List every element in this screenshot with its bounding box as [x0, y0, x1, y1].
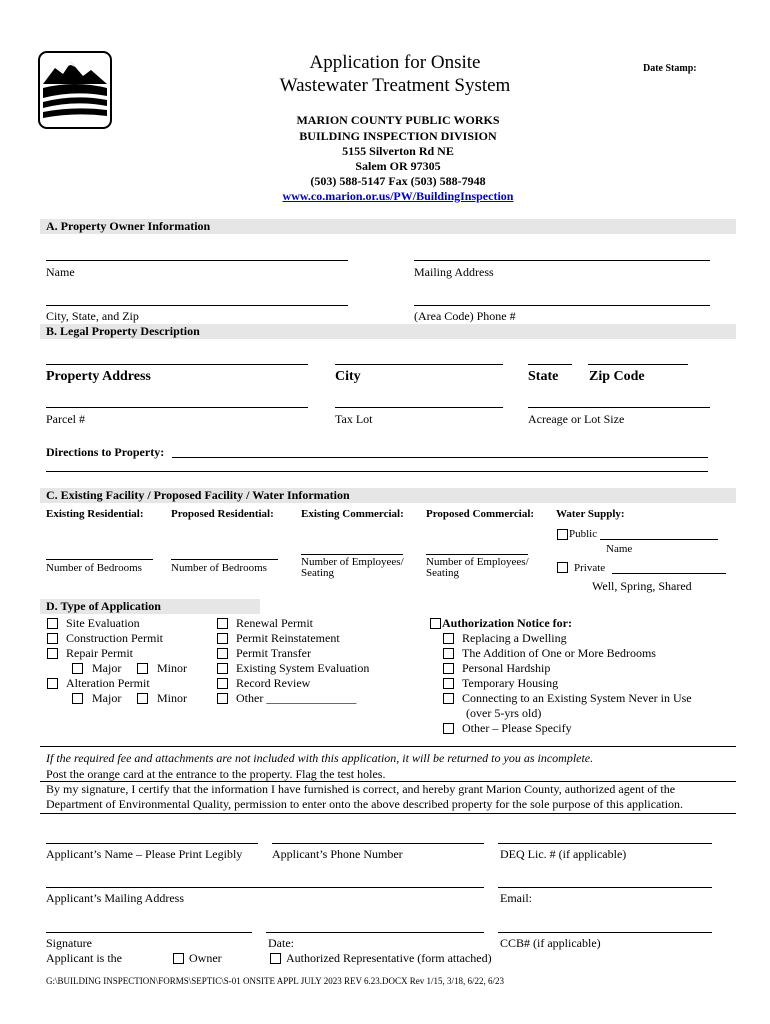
alteration-minor-checkbox[interactable]: [137, 693, 148, 704]
notices-bottom-rule: [40, 813, 736, 814]
property-state-field[interactable]: [528, 364, 572, 365]
applicant-mailing-label: Applicant’s Mailing Address: [46, 891, 184, 905]
record-review-checkbox[interactable]: [217, 678, 228, 689]
owner-phone-field[interactable]: [414, 305, 710, 306]
website-link[interactable]: www.co.marion.or.us/PW/BuildingInspection: [282, 189, 514, 203]
applicant-mailing-field[interactable]: [46, 887, 484, 888]
proposed-bedrooms-label: Number of Bedrooms: [171, 562, 267, 574]
construction-permit-checkbox[interactable]: [47, 633, 58, 644]
property-zip-label: Zip Code: [589, 369, 645, 384]
repair-minor-checkbox[interactable]: [137, 663, 148, 674]
applicant-phone-label: Applicant’s Phone Number: [272, 847, 403, 861]
property-address-label: Property Address: [46, 369, 151, 384]
alteration-permit-checkbox[interactable]: [47, 678, 58, 689]
connecting-existing-checkbox[interactable]: [443, 693, 454, 704]
owner-checkbox[interactable]: [173, 953, 184, 964]
owner-mailing-label: Mailing Address: [414, 265, 494, 279]
ccb-label: CCB# (if applicable): [500, 936, 601, 950]
division-name: BUILDING INSPECTION DIVISION: [299, 129, 497, 143]
orange-card-notice: Post the orange card at the entrance to the property. Flag the test holes.: [46, 767, 386, 781]
water-name-label: Name: [606, 543, 633, 555]
existing-commercial-label: Existing Commercial:: [301, 508, 404, 520]
public-water-label: Public: [569, 528, 598, 540]
deq-license-label: DEQ Lic. # (if applicable): [500, 847, 627, 861]
site-evaluation-label: Site Evaluation: [66, 616, 140, 630]
public-water-name-field[interactable]: [600, 539, 718, 540]
existing-bedrooms-label: Number of Bedrooms: [46, 562, 142, 574]
date-field[interactable]: [266, 932, 484, 933]
proposed-residential-label: Proposed Residential:: [171, 508, 274, 520]
section-b-header: B. Legal Property Description: [40, 324, 736, 339]
org-name: MARION COUNTY PUBLIC WORKS: [296, 113, 500, 127]
parcel-field[interactable]: [46, 407, 308, 408]
property-city-label: City: [335, 369, 361, 384]
construction-permit-label: Construction Permit: [66, 631, 163, 645]
replacing-dwelling-label: Replacing a Dwelling: [462, 631, 567, 645]
proposed-employees-field[interactable]: [426, 554, 528, 555]
personal-hardship-checkbox[interactable]: [443, 663, 454, 674]
alteration-major-label: Major: [92, 691, 122, 705]
owner-label: Owner: [189, 951, 222, 965]
existing-employees-field[interactable]: [301, 554, 403, 555]
other-specify-label: Other – Please Specify: [462, 721, 572, 735]
form-title-line1: Application for Onsite: [309, 52, 481, 73]
authorization-notice-checkbox[interactable]: [430, 618, 441, 629]
existing-residential-label: Existing Residential:: [46, 508, 144, 520]
permit-transfer-checkbox[interactable]: [217, 648, 228, 659]
record-review-label: Record Review: [236, 676, 311, 690]
street-address: 5155 Silverton Rd NE: [342, 144, 454, 158]
property-address-field[interactable]: [46, 364, 308, 365]
tax-lot-label: Tax Lot: [335, 412, 373, 426]
existing-system-evaluation-label: Existing System Evaluation: [236, 661, 370, 675]
renewal-permit-checkbox[interactable]: [217, 618, 228, 629]
applicant-is-label: Applicant is the: [46, 951, 122, 965]
certification-line2: Department of Environmental Quality, permission to enter onto the above described property for the sole purpose of this application.: [46, 797, 684, 811]
proposed-employees-label-2: Seating: [426, 567, 459, 579]
deq-license-field[interactable]: [498, 843, 712, 844]
notices-top-rule: [40, 746, 736, 747]
email-field[interactable]: [498, 887, 712, 888]
authorized-rep-label: Authorized Representative (form attached): [286, 951, 492, 965]
owner-city-field[interactable]: [46, 305, 348, 306]
alteration-major-checkbox[interactable]: [72, 693, 83, 704]
other-application-checkbox[interactable]: [217, 693, 228, 704]
other-specify-checkbox[interactable]: [443, 723, 454, 734]
date-label: Date:: [268, 936, 294, 950]
alteration-minor-label: Minor: [157, 691, 187, 705]
repair-permit-label: Repair Permit: [66, 646, 133, 660]
certification-line1: By my signature, I certify that the information I have furnished is correct, and hereby grant Marion County, authorized agent of the: [46, 782, 676, 796]
section-c-header: C. Existing Facility / Proposed Facility / Water Information: [40, 488, 736, 503]
signature-label: Signature: [46, 936, 92, 950]
other-application-label: Other _______________: [236, 691, 357, 705]
repair-major-checkbox[interactable]: [72, 663, 83, 674]
applicant-phone-field[interactable]: [272, 843, 484, 844]
repair-minor-label: Minor: [157, 661, 187, 675]
permit-reinstatement-checkbox[interactable]: [217, 633, 228, 644]
well-spring-label: Well, Spring, Shared: [592, 579, 692, 593]
property-state-label: State: [528, 369, 559, 384]
alteration-permit-label: Alteration Permit: [66, 676, 150, 690]
owner-name-label: Name: [46, 265, 75, 279]
acreage-field[interactable]: [528, 407, 710, 408]
permit-transfer-label: Permit Transfer: [236, 646, 311, 660]
acreage-label: Acreage or Lot Size: [528, 412, 625, 426]
permit-reinstatement-label: Permit Reinstatement: [236, 631, 340, 645]
form-title-line2: Wastewater Treatment System: [279, 75, 511, 96]
proposed-employees-label-1: Number of Employees/: [426, 556, 529, 568]
section-a-header: A. Property Owner Information: [40, 219, 736, 234]
addition-bedrooms-checkbox[interactable]: [443, 648, 454, 659]
repair-permit-checkbox[interactable]: [47, 648, 58, 659]
county-logo: [37, 50, 113, 130]
date-stamp-label: Date Stamp:: [643, 63, 697, 74]
site-evaluation-checkbox[interactable]: [47, 618, 58, 629]
property-zip-field[interactable]: [588, 364, 688, 365]
section-d-header: D. Type of Application: [40, 599, 260, 614]
private-water-label: Private: [574, 562, 606, 574]
connecting-existing-label: Connecting to an Existing System Never in Use: [462, 691, 692, 705]
proposed-commercial-label: Proposed Commercial:: [426, 508, 535, 520]
over-5-years-label: (over 5-yrs old): [466, 706, 542, 720]
phone-fax: (503) 588-5147 Fax (503) 588-7948: [310, 174, 486, 188]
parcel-label: Parcel #: [46, 412, 85, 426]
owner-phone-label: (Area Code) Phone #: [414, 309, 516, 323]
owner-city-label: City, State, and Zip: [46, 309, 139, 323]
tax-lot-field[interactable]: [335, 407, 503, 408]
private-water-field[interactable]: [612, 573, 726, 574]
fee-warning: If the required fee and attachments are not included with this application, it will be returned to you as incomplete.: [46, 751, 594, 765]
directions-field-2[interactable]: [46, 471, 708, 472]
footer-file-path: G:\BUILDING INSPECTION\FORMS\SEPTIC\S-01 ONSITE APPL JULY 2023 REV 6.23.DOCX Rev 1/15, 3/18, 6/22, 6/23: [46, 976, 505, 986]
directions-label: Directions to Property:: [46, 445, 165, 459]
authorization-notice-label: Authorization Notice for:: [442, 616, 572, 630]
repair-major-label: Major: [92, 661, 122, 675]
existing-bedrooms-field[interactable]: [46, 559, 153, 560]
authorized-rep-checkbox[interactable]: [270, 953, 281, 964]
signature-field[interactable]: [46, 932, 252, 933]
replacing-dwelling-checkbox[interactable]: [443, 633, 454, 644]
email-label: Email:: [500, 891, 532, 905]
private-water-checkbox[interactable]: [557, 562, 568, 573]
applicant-name-field[interactable]: [46, 843, 258, 844]
directions-field-1[interactable]: [172, 457, 708, 458]
city-address: Salem OR 97305: [355, 159, 441, 173]
water-supply-label: Water Supply:: [556, 508, 625, 520]
personal-hardship-label: Personal Hardship: [462, 661, 551, 675]
renewal-permit-label: Renewal Permit: [236, 616, 313, 630]
existing-employees-label-2: Seating: [301, 567, 334, 579]
ccb-field[interactable]: [498, 932, 712, 933]
addition-bedrooms-label: The Addition of One or More Bedrooms: [462, 646, 656, 660]
existing-employees-label-1: Number of Employees/: [301, 556, 404, 568]
temporary-housing-label: Temporary Housing: [462, 676, 559, 690]
public-water-checkbox[interactable]: [557, 529, 568, 540]
existing-system-evaluation-checkbox[interactable]: [217, 663, 228, 674]
owner-mailing-field[interactable]: [414, 260, 710, 261]
proposed-bedrooms-field[interactable]: [171, 559, 278, 560]
owner-name-field[interactable]: [46, 260, 348, 261]
temporary-housing-checkbox[interactable]: [443, 678, 454, 689]
applicant-name-label: Applicant’s Name – Please Print Legibly: [46, 847, 243, 861]
property-city-field[interactable]: [335, 364, 503, 365]
